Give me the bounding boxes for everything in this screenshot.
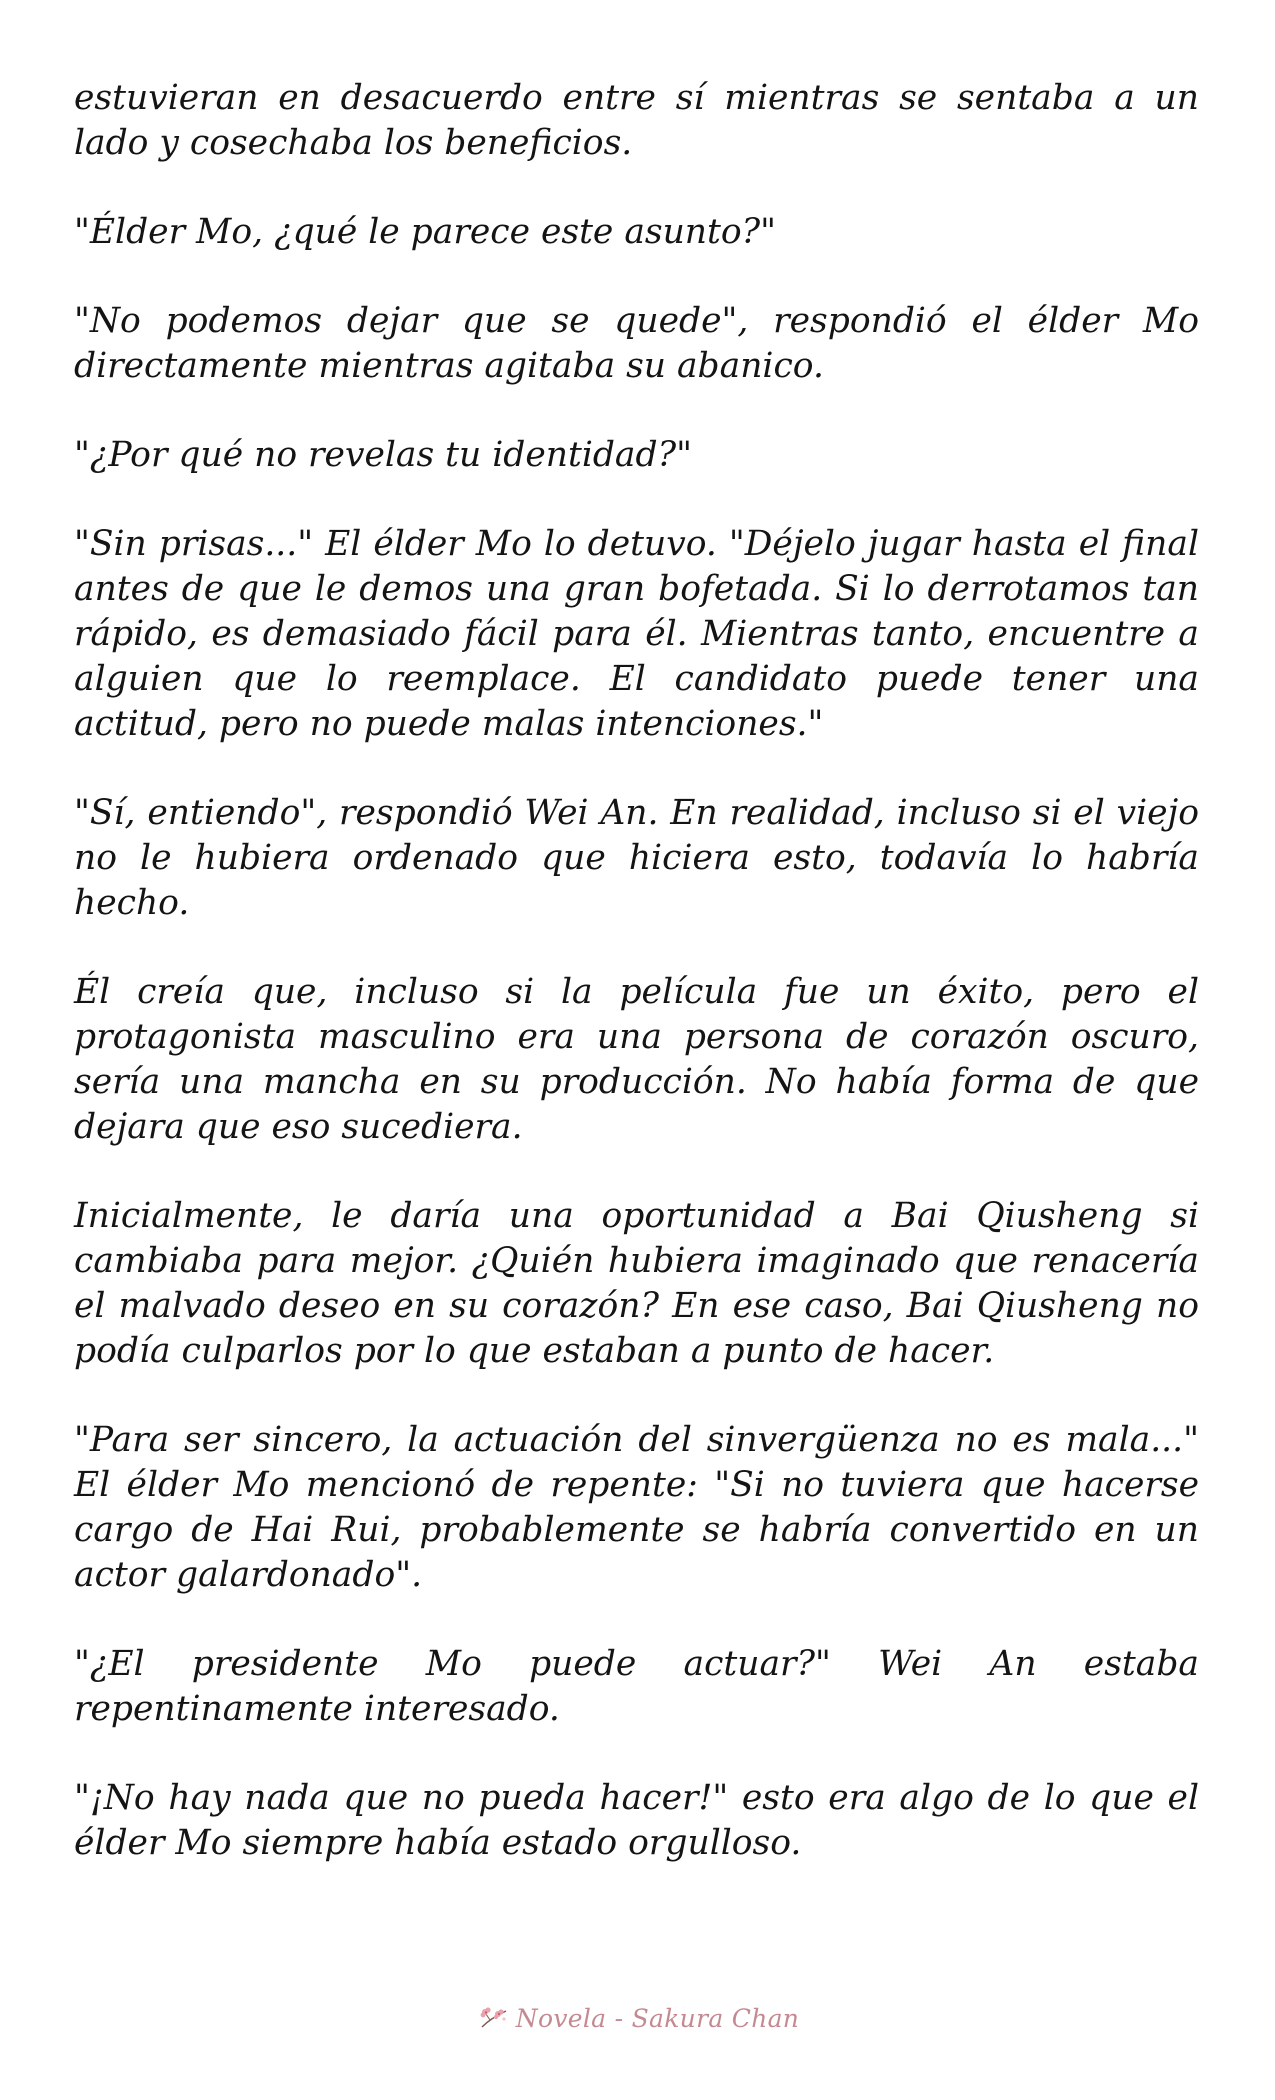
paragraph: Él creía que, incluso si la película fue un éxito, pero el protagonista masculino era una persona de corazón oscuro, sería una mancha en su producción. No había forma de que dejara que eso sucediera. — [74, 972, 1199, 1147]
paragraph: "Sí, entiendo", respondió Wei An. En realidad, incluso si el viejo no le hubiera ordenado que hiciera esto, todavía lo habría hecho. — [74, 793, 1199, 923]
footer-text: Novela - Sakura Chan — [515, 2004, 800, 2033]
paragraph: estuvieran en desacuerdo entre sí mientras se sentaba a un lado y cosechaba los beneficios. — [74, 78, 1199, 163]
sakura-flower-icon — [476, 2005, 510, 2033]
footer-credit — [476, 2004, 799, 2033]
paragraph: "Para ser sincero, la actuación del sinvergüenza no es mala..." El élder Mo mencionó de repente: "Si no tuviera que hacerse cargo de Hai Rui, probablemente se habría convertido en un actor galardonado". — [74, 1420, 1199, 1595]
paragraph: "¡No hay nada que no pueda hacer!" esto era algo de lo que el élder Mo siempre había estado orgulloso. — [74, 1778, 1199, 1863]
paragraph: "No podemos dejar que se quede", respondió el élder Mo directamente mientras agitaba su abanico. — [74, 301, 1199, 386]
paragraph: "Élder Mo, ¿qué le parece este asunto?" — [74, 212, 777, 252]
paragraph: "Sin prisas..." El élder Mo lo detuvo. "Déjelo jugar hasta el final antes de que le demos una gran bofetada. Si lo derrotamos tan rápido, es demasiado fácil para él. Mientras tanto, encuentre a alguien que lo reemplace. El candidato puede tener una actitud, pero no puede malas intenciones." — [74, 524, 1199, 744]
document-body — [74, 76, 1199, 1910]
paragraph: Inicialmente, le daría una oportunidad a Bai Qiusheng si cambiaba para mejor. ¿Quién hubiera imaginado que renacería el malvado deseo en su corazón? En ese caso, Bai Qiusheng no podía culparlos por lo que estaban a punto de hacer. — [74, 1196, 1199, 1371]
footer-watermark — [0, 2004, 1275, 2044]
paragraph: "¿Por qué no revelas tu identidad?" — [74, 435, 692, 475]
paragraph: "¿El presidente Mo puede actuar?" Wei An estaba repentinamente interesado. — [74, 1644, 1199, 1729]
